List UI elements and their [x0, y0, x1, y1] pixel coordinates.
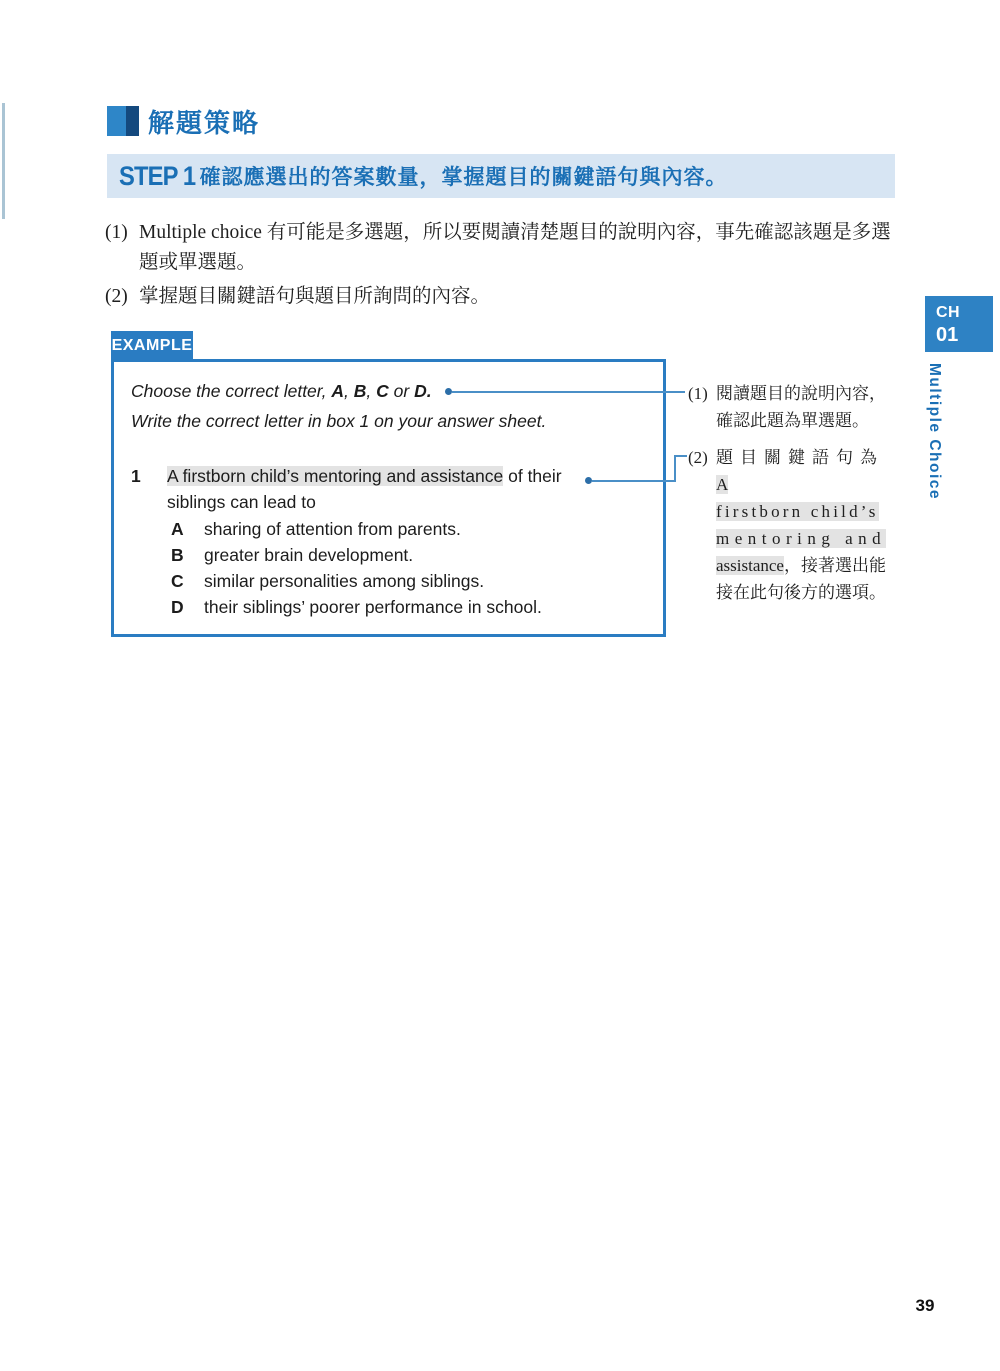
- question-highlight: A firstborn child’s mentoring and assistance: [167, 466, 504, 486]
- annotation-2-body: [716, 444, 903, 606]
- instr1-seg: ,: [366, 381, 377, 401]
- annotation-1-line-1: 閱讀題目的說明內容，: [716, 384, 886, 403]
- annotation-2: [688, 444, 903, 606]
- instr1-letter-a: A: [331, 381, 345, 401]
- step-label: STEP 1: [119, 160, 196, 191]
- option-row-b: [171, 545, 413, 566]
- question-rest: of their: [503, 466, 562, 486]
- example-instruction-2: Write the correct letter in box 1 on your answer sheet.: [131, 411, 547, 431]
- option-d-letter: D: [171, 597, 184, 617]
- annotation-2-line-4-highlight: assistance: [716, 556, 784, 575]
- callout-line-1: [452, 391, 685, 393]
- instr1-seg: Choose the correct letter,: [131, 381, 332, 401]
- option-c-text: similar personalities among siblings.: [204, 571, 485, 591]
- page-edge-marker: [2, 103, 5, 219]
- step-banner: [107, 154, 895, 198]
- question-number: 1: [131, 466, 141, 486]
- option-d-text: their siblings’ poorer performance in school.: [204, 597, 542, 617]
- option-b-text: greater brain development.: [204, 545, 414, 565]
- instr1-seg: ,: [344, 381, 354, 401]
- annotation-1-number: (1): [688, 384, 708, 403]
- option-row-c: [171, 571, 484, 592]
- intro-item-2: [105, 282, 905, 312]
- chapter-tab: [925, 296, 993, 352]
- annotation-2-line-2-highlight: firstborn child’s: [716, 502, 879, 521]
- example-instruction-1: [131, 381, 432, 402]
- callout-dot-2: [585, 477, 592, 484]
- intro-item-1: [105, 218, 905, 278]
- header-square-dark-icon: [126, 106, 139, 136]
- example-label: EXAMPLE: [111, 331, 193, 360]
- callout-dot-1: [445, 388, 452, 395]
- option-c-letter: C: [171, 571, 184, 591]
- instr1-seg: or: [388, 381, 415, 401]
- callout-line-2c: [674, 455, 687, 457]
- annotation-2-line-1-text: 題目關鍵語句為: [716, 448, 884, 467]
- step-text: 確認應選出的答案數量，掌握題目的關鍵語句與內容。: [199, 166, 728, 189]
- example-box: [111, 359, 666, 637]
- header-square-light-icon: [107, 106, 126, 136]
- section-header: [107, 104, 260, 138]
- annotation-2-number: (2): [688, 448, 708, 467]
- instr1-period: .: [426, 381, 432, 401]
- annotation-2-line-3-highlight: mentoring and: [716, 529, 887, 548]
- instr1-letter-c: C: [376, 381, 389, 401]
- annotation-2-line-1-highlight: A: [716, 475, 729, 494]
- option-a-letter: A: [171, 519, 184, 539]
- option-b-letter: B: [171, 545, 184, 565]
- callout-line-2b: [674, 455, 676, 482]
- option-row-d: [171, 597, 542, 618]
- page-number: 39: [915, 1296, 935, 1315]
- annotation-1-line-2: 確認此題為單選題。: [716, 411, 869, 430]
- question-line-2: siblings can lead to: [167, 492, 316, 512]
- instr1-letter-d: D: [414, 381, 427, 401]
- section-title: 解題策略: [148, 107, 261, 138]
- intro-item-2-text: 掌握題目關鍵語句與題目所詢問的內容。: [139, 286, 491, 307]
- annotation-1: [688, 380, 903, 434]
- option-a-text: sharing of attention from parents.: [204, 519, 461, 539]
- annotation-2-line-5: 接在此句後方的選項。: [716, 583, 886, 602]
- chapter-number: 01: [936, 324, 959, 346]
- annotation-2-line-4-text: ，接著選出能: [783, 556, 886, 575]
- chapter-label: CH: [936, 304, 961, 321]
- annotation-1-body: [716, 380, 903, 434]
- intro-item-1-number: (1): [105, 222, 128, 243]
- instr1-letter-b: B: [353, 381, 367, 401]
- option-row-a: [171, 519, 461, 540]
- callout-line-2a: [592, 480, 676, 482]
- intro-item-1-text: Multiple choice 有可能是多選題，所以要閱讀清楚題目的說明內容，事先確認該題是多選題或單選題。: [139, 222, 891, 273]
- intro-item-2-number: (2): [105, 286, 128, 307]
- chapter-title-vertical: Multiple Choice: [926, 363, 943, 501]
- question-line-1: [131, 466, 562, 487]
